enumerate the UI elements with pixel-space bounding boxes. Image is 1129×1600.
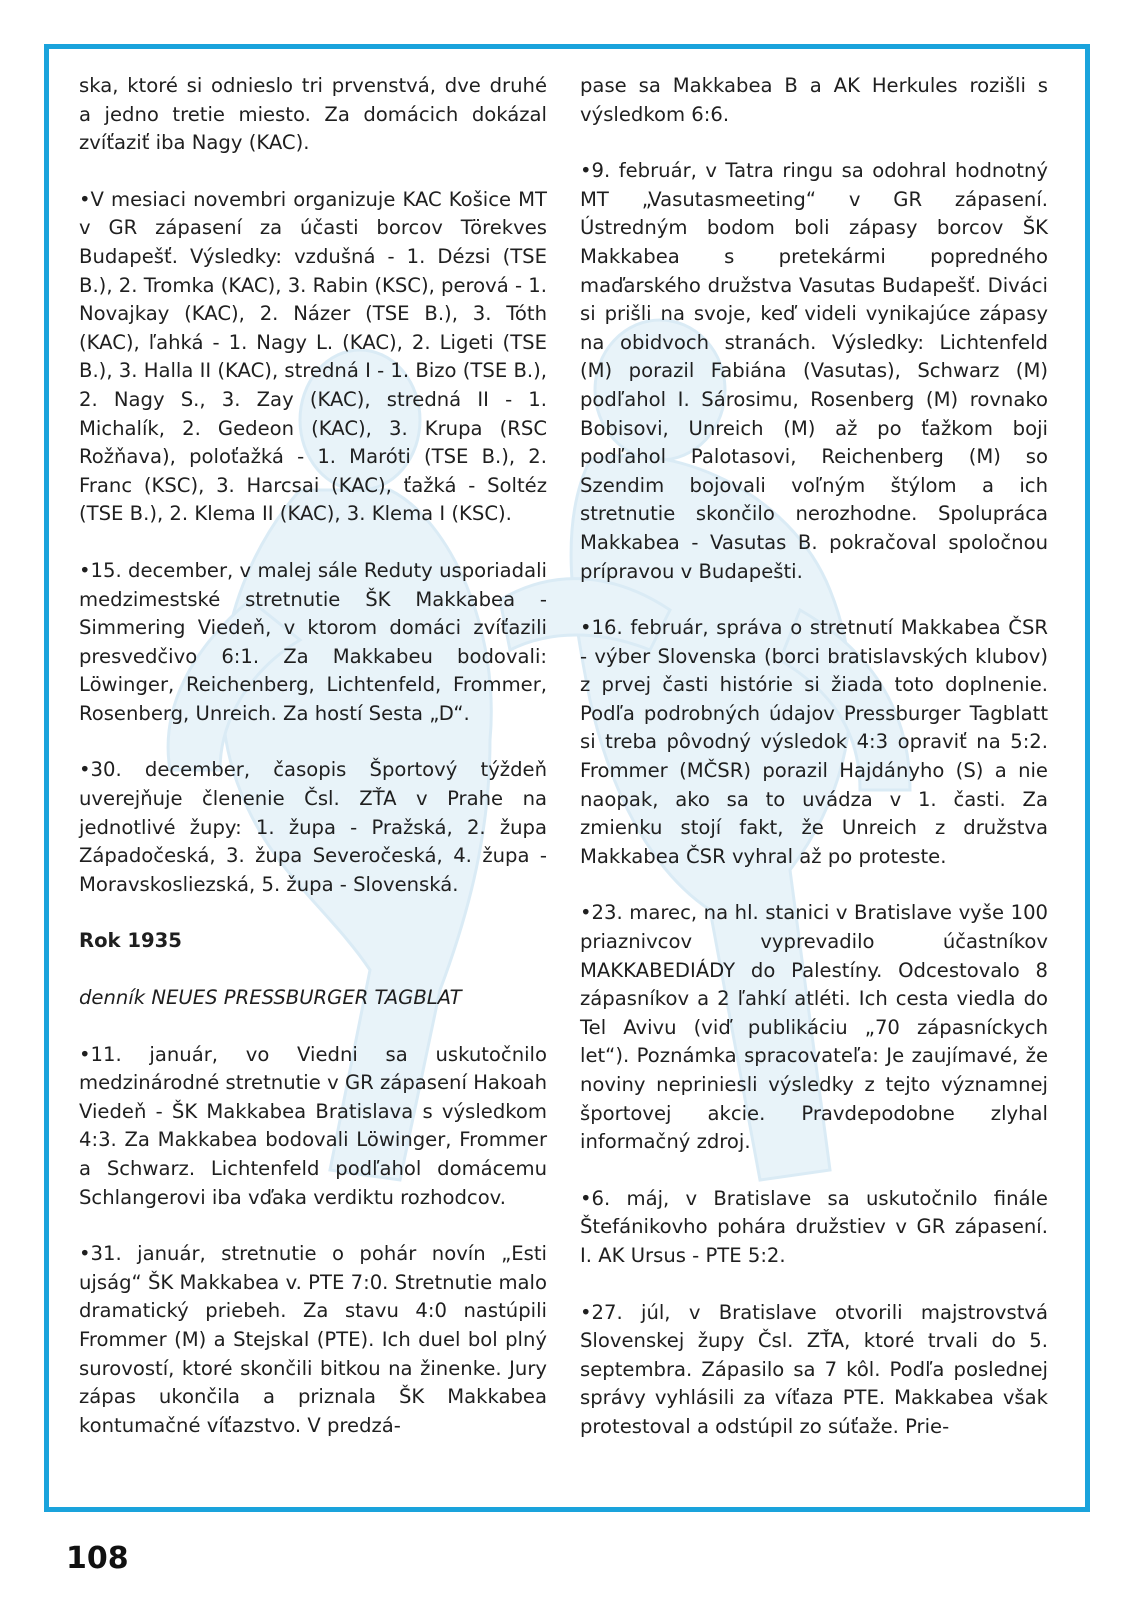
paragraph-continuation-right: pase sa Makkabea B a AK Herkules rozišli s výsledkom 6:6. <box>580 74 1048 126</box>
paragraph-11-januar: •11. január, vo Viedni sa uskutočnilo medzinárodné stretnutie v GR zápasení Hakoah Viedeň - ŠK Makkabea Bratislava s výsledkom 4:3. Za Makkabea bodovali Löwinger, Frommer a Schwarz. Lichtenfeld podľahol domácemu Schlangerovi iba vďaka verdiktu rozhodcov. <box>79 1042 547 1209</box>
paragraph-23-marec: •23. marec, na hl. stanici v Bratislave vyše 100 priaznivcov vyprevadilo účastníkov MAKKABEDIÁDY do Palestíny. Odcestovalo 8 zápasníkov a 2 ľahkí atléti. Ich cesta viedla do Tel Avivu (viď publikáciu „70 zápasníckych let“). Poznámka spracovateľa: Je zaujímavé, že noviny nepriniesli výsledky z tejto významnej športovej akcie. Pravdepodobne zlyhal informačný zdroj. <box>580 901 1048 1154</box>
paragraph-november-kac-kosice: •V mesiaci novembri organizuje KAC Košice MT v GR zápasení za účasti borcov Törekves Budapešť. Výsledky: vzdušná - 1. Dézsi (TSE B.), 2. Tromka (KAC), 3. Rabin (KSC), perová - 1. Novajkay (KAC), 2. Názer (TSE B.), 3. Tóth (KAC), ľahká - 1. Nagy L. (KAC), 2. Ligeti (TSE B.), 3. Halla II (KAC), stredná I - 1. Bizo (TSE B.), 2. Nagy S., 3. Zay (KAC), stredná II - 1. Michalík, 2. Gedeon (KAC), 3. Krupa (RSC Rožňava), poloťažká - 1. Maróti (TSE B.), 2. Franc (KSC), 3. Harcsai (KAC), ťažká - Soltéz (TSE B.), 2. Klema II (KAC), 3. Klema I (KSC). <box>79 187 547 526</box>
paragraph-continuation: ska, ktoré si odnieslo tri prvenstvá, dve druhé a jedno tretie miesto. Za domácich dokázal zvíťaziť iba Nagy (KAC). <box>79 74 547 155</box>
paragraph-31-januar: •31. január, stretnutie o pohár novín „Esti ujság“ ŠK Makkabea v. PTE 7:0. Stretnutie malo dramatický priebeh. Za stavu 4:0 nastúpili Frommer (M) a Stejskal (PTE). Ich duel bol plný surovostí, ktoré skončili bitkou na žinenke. Jury zápas ukončila a priznala ŠK Makkabea kontumačné víťazstvo. V predzá- <box>79 1242 547 1437</box>
right-column <box>580 72 1048 1442</box>
page-number: 108 <box>58 1537 137 1581</box>
paragraph-30-december: •30. december, časopis Športový týždeň uverejňuje členenie Čsl. ZŤA v Prahe na jednotlivé župy: 1. župa - Pražská, 2. župa Západočeská, 3. župa Severočeská, 4. župa - Moravskosliezská, 5. župa - Slovenská. <box>79 758 547 896</box>
paragraph-27-jul: •27. júl, v Bratislave otvorili majstrovstvá Slovenskej župy Čsl. ZŤA, ktoré trvali do 5. septembra. Zápasilo sa 7 kôl. Podľa poslednej správy vyhlásili za víťaza PTE. Makkabea však protestoval a odstúpil zo súťaže. Prie- <box>580 1300 1048 1438</box>
paragraph-16-februar: •16. február, správa o stretnutí Makkabea ČSR - výber Slovenska (borci bratislavských klubov) z prvej časti histórie si žiada toto doplnenie. Podľa podrobných údajov Pressburger Tagblatt si treba pôvodný výsledok 4:3 opraviť na 5:2. Frommer (MČSR) porazil Hajdányho (S) a nie naopak, ako sa to uvádza v 1. časti. Za zmienku stojí fakt, že Unreich z družstva Makkabea ČSR vyhral až po proteste. <box>580 616 1048 868</box>
left-column <box>79 72 547 1440</box>
paragraph-15-december: •15. december, v malej sále Reduty usporiadali medzimestské stretnutie ŠK Makkabea - Simmering Viedeň, v ktorom domáci zvíťazili presvedčivo 6:1. Za Makkabeu bodovali: Löwinger, Reichenberg, Lichtenfeld, Frommer, Rosenberg, Unreich. Za hostí Sesta „D“. <box>79 558 547 725</box>
section-heading-year: Rok 1935 <box>79 929 182 953</box>
paragraph-9-februar: •9. február, v Tatra ringu sa odohral hodnotný MT „Vasutasmeeting“ v GR zápasení. Ústredným bodom boli zápasy borcov ŠK Makkabea s pretekármi popredného maďarského družstva Vasutas Budapešť. Diváci si prišli na svoje, keď videli vynikajúce zápasy na obidvoch stranách. Výsledky: Lichtenfeld (M) porazil Fabiána (Vasutas), Schwarz (M) podľahol I. Sárosimu, Rosenberg (M) rovnako Bobisovi, Unreich (M) až po ťažkom boji podľahol Palotasovi, Reichenberg (M) so Szendim bojovali voľným štýlom a ich stretnutie skončilo nerozhodne. Spolupráca Makkabea - Vasutas B. pokračoval spoločnou prípravou v Budapešti. <box>580 159 1048 583</box>
paragraph-6-maj: •6. máj, v Bratislave sa uskutočnilo finále Štefánikovho pohára družstiev v GR zápasení. I. AK Ursus - PTE 5:2. <box>580 1186 1048 1267</box>
section-source-subheading: denník NEUES PRESSBURGER TAGBLAT <box>79 986 462 1010</box>
